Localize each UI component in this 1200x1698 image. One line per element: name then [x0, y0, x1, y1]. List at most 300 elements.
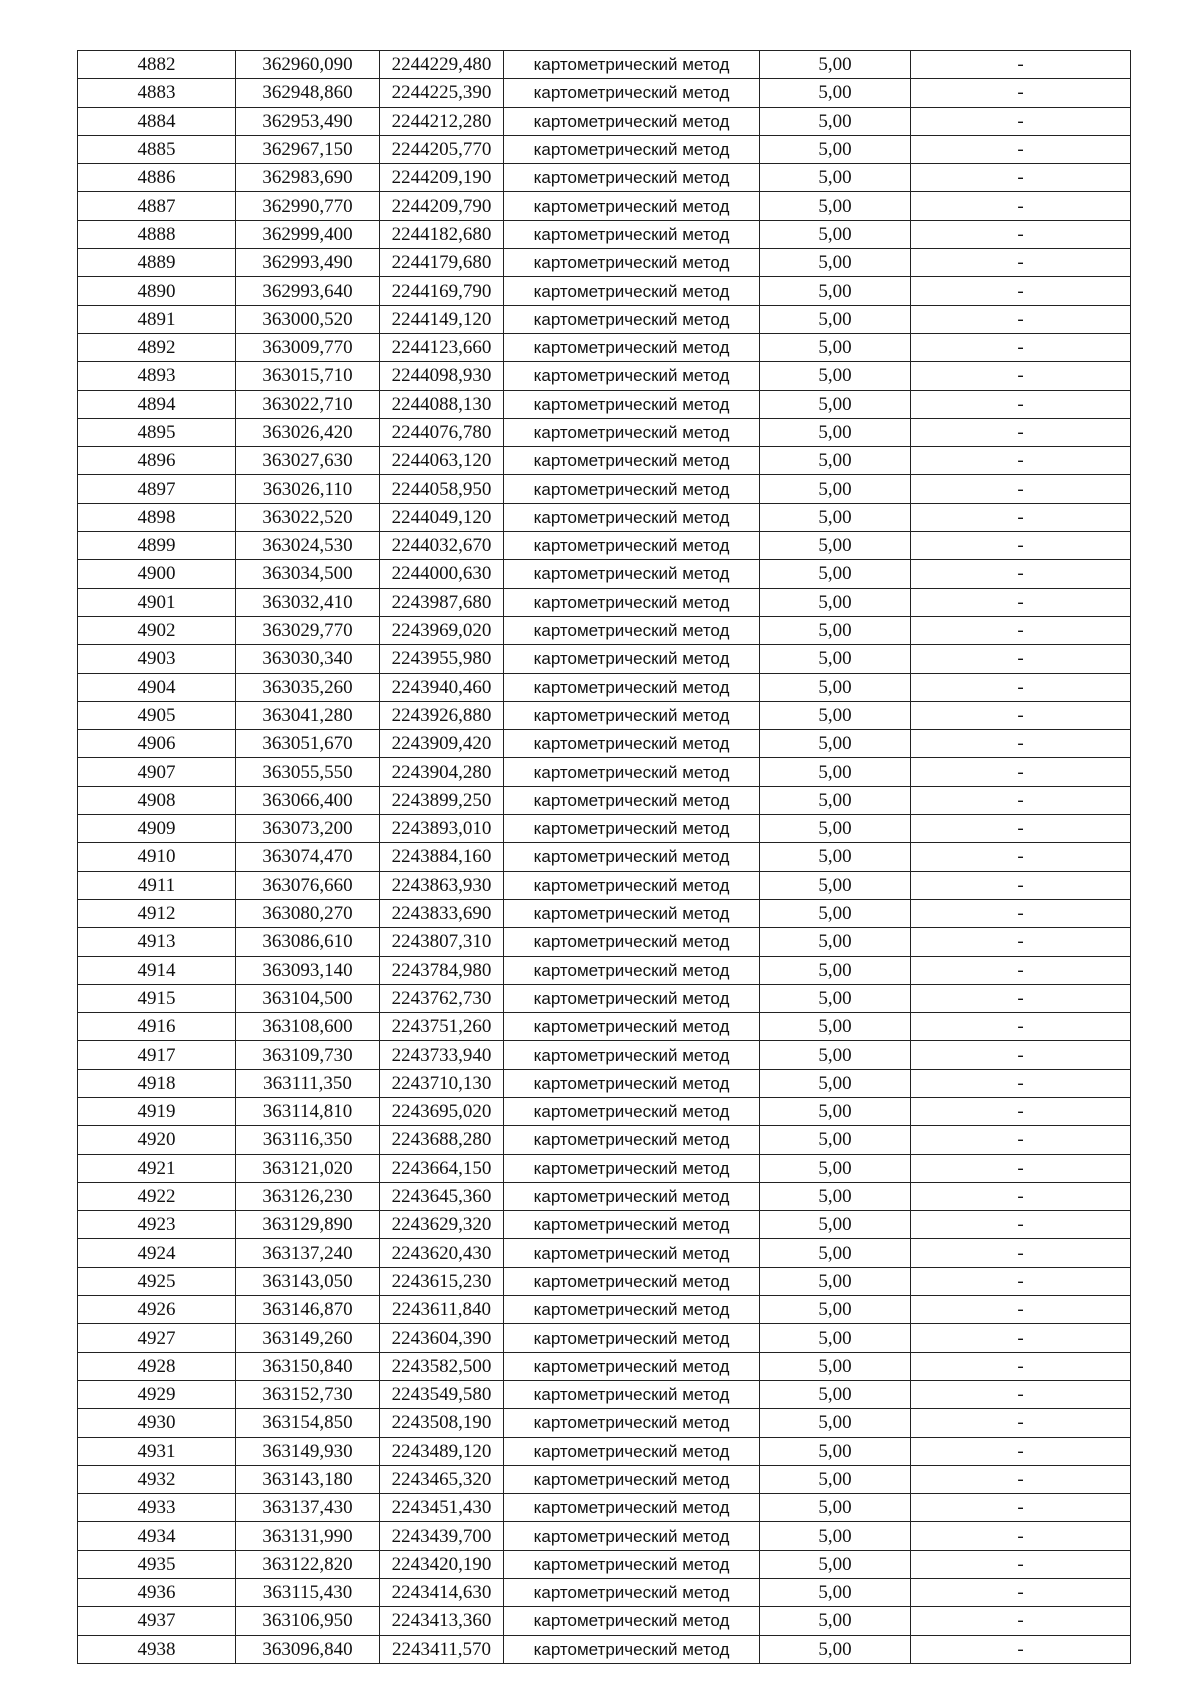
- y-coordinate-cell: 2243695,020: [380, 1097, 504, 1125]
- table-row: [78, 815, 1131, 843]
- note-cell: -: [911, 956, 1131, 984]
- note-cell: -: [911, 1635, 1131, 1663]
- x-coordinate-cell: 362983,690: [236, 164, 380, 192]
- point-number-cell: 4896: [78, 447, 236, 475]
- table-row: [78, 51, 1131, 79]
- method-cell: картометрический метод: [504, 786, 760, 814]
- method-cell: картометрический метод: [504, 333, 760, 361]
- accuracy-cell: 5,00: [760, 1607, 911, 1635]
- table-row: [78, 1380, 1131, 1408]
- method-cell: картометрический метод: [504, 1579, 760, 1607]
- accuracy-cell: 5,00: [760, 1437, 911, 1465]
- method-cell: картометрический метод: [504, 277, 760, 305]
- method-cell: картометрический метод: [504, 1239, 760, 1267]
- note-cell: -: [911, 701, 1131, 729]
- table-row: [78, 1154, 1131, 1182]
- table-row: [78, 1296, 1131, 1324]
- x-coordinate-cell: 363131,990: [236, 1522, 380, 1550]
- table-row: [78, 418, 1131, 446]
- y-coordinate-cell: 2244063,120: [380, 447, 504, 475]
- accuracy-cell: 5,00: [760, 1239, 911, 1267]
- y-coordinate-cell: 2243414,630: [380, 1579, 504, 1607]
- note-cell: -: [911, 899, 1131, 927]
- point-number-cell: 4886: [78, 164, 236, 192]
- note-cell: -: [911, 447, 1131, 475]
- method-cell: картометрический метод: [504, 673, 760, 701]
- table-row: [78, 1126, 1131, 1154]
- note-cell: -: [911, 277, 1131, 305]
- method-cell: картометрический метод: [504, 1013, 760, 1041]
- accuracy-cell: 5,00: [760, 1494, 911, 1522]
- accuracy-cell: 5,00: [760, 928, 911, 956]
- y-coordinate-cell: 2244076,780: [380, 418, 504, 446]
- accuracy-cell: 5,00: [760, 560, 911, 588]
- x-coordinate-cell: 363026,110: [236, 475, 380, 503]
- note-cell: -: [911, 1380, 1131, 1408]
- method-cell: картометрический метод: [504, 532, 760, 560]
- table-row: [78, 107, 1131, 135]
- accuracy-cell: 5,00: [760, 475, 911, 503]
- y-coordinate-cell: 2243987,680: [380, 588, 504, 616]
- method-cell: картометрический метод: [504, 390, 760, 418]
- accuracy-cell: 5,00: [760, 730, 911, 758]
- accuracy-cell: 5,00: [760, 1579, 911, 1607]
- accuracy-cell: 5,00: [760, 871, 911, 899]
- accuracy-cell: 5,00: [760, 758, 911, 786]
- coordinates-table: [77, 50, 1131, 1664]
- y-coordinate-cell: 2243420,190: [380, 1550, 504, 1578]
- method-cell: картометрический метод: [504, 1465, 760, 1493]
- accuracy-cell: 5,00: [760, 1380, 911, 1408]
- x-coordinate-cell: 363137,240: [236, 1239, 380, 1267]
- x-coordinate-cell: 363035,260: [236, 673, 380, 701]
- x-coordinate-cell: 363041,280: [236, 701, 380, 729]
- method-cell: картометрический метод: [504, 758, 760, 786]
- method-cell: картометрический метод: [504, 362, 760, 390]
- note-cell: -: [911, 164, 1131, 192]
- y-coordinate-cell: 2243863,930: [380, 871, 504, 899]
- point-number-cell: 4883: [78, 79, 236, 107]
- accuracy-cell: 5,00: [760, 616, 911, 644]
- accuracy-cell: 5,00: [760, 588, 911, 616]
- table-row: [78, 1465, 1131, 1493]
- point-number-cell: 4903: [78, 645, 236, 673]
- point-number-cell: 4906: [78, 730, 236, 758]
- point-number-cell: 4931: [78, 1437, 236, 1465]
- table-row: [78, 786, 1131, 814]
- point-number-cell: 4922: [78, 1182, 236, 1210]
- accuracy-cell: 5,00: [760, 701, 911, 729]
- accuracy-cell: 5,00: [760, 1352, 911, 1380]
- point-number-cell: 4882: [78, 51, 236, 79]
- y-coordinate-cell: 2243451,430: [380, 1494, 504, 1522]
- table-row: [78, 1267, 1131, 1295]
- y-coordinate-cell: 2243899,250: [380, 786, 504, 814]
- x-coordinate-cell: 363149,930: [236, 1437, 380, 1465]
- note-cell: -: [911, 305, 1131, 333]
- note-cell: -: [911, 1069, 1131, 1097]
- point-number-cell: 4888: [78, 220, 236, 248]
- method-cell: картометрический метод: [504, 1437, 760, 1465]
- method-cell: картометрический метод: [504, 645, 760, 673]
- y-coordinate-cell: 2244049,120: [380, 503, 504, 531]
- x-coordinate-cell: 363152,730: [236, 1380, 380, 1408]
- method-cell: картометрический метод: [504, 1550, 760, 1578]
- y-coordinate-cell: 2243604,390: [380, 1324, 504, 1352]
- table-row: [78, 333, 1131, 361]
- method-cell: картометрический метод: [504, 475, 760, 503]
- note-cell: -: [911, 362, 1131, 390]
- note-cell: -: [911, 1013, 1131, 1041]
- y-coordinate-cell: 2243620,430: [380, 1239, 504, 1267]
- point-number-cell: 4919: [78, 1097, 236, 1125]
- x-coordinate-cell: 363143,050: [236, 1267, 380, 1295]
- x-coordinate-cell: 363027,630: [236, 447, 380, 475]
- method-cell: картометрический метод: [504, 1182, 760, 1210]
- point-number-cell: 4914: [78, 956, 236, 984]
- note-cell: -: [911, 1324, 1131, 1352]
- method-cell: картометрический метод: [504, 815, 760, 843]
- accuracy-cell: 5,00: [760, 503, 911, 531]
- x-coordinate-cell: 363080,270: [236, 899, 380, 927]
- accuracy-cell: 5,00: [760, 249, 911, 277]
- note-cell: -: [911, 815, 1131, 843]
- method-cell: картометрический метод: [504, 1324, 760, 1352]
- x-coordinate-cell: 363009,770: [236, 333, 380, 361]
- accuracy-cell: 5,00: [760, 1522, 911, 1550]
- method-cell: картометрический метод: [504, 1296, 760, 1324]
- table-row: [78, 956, 1131, 984]
- note-cell: -: [911, 192, 1131, 220]
- point-number-cell: 4884: [78, 107, 236, 135]
- y-coordinate-cell: 2244229,480: [380, 51, 504, 79]
- x-coordinate-cell: 363034,500: [236, 560, 380, 588]
- x-coordinate-cell: 363104,500: [236, 984, 380, 1012]
- accuracy-cell: 5,00: [760, 1154, 911, 1182]
- accuracy-cell: 5,00: [760, 843, 911, 871]
- y-coordinate-cell: 2243940,460: [380, 673, 504, 701]
- x-coordinate-cell: 363076,660: [236, 871, 380, 899]
- note-cell: -: [911, 1607, 1131, 1635]
- note-cell: -: [911, 1550, 1131, 1578]
- x-coordinate-cell: 363000,520: [236, 305, 380, 333]
- point-number-cell: 4910: [78, 843, 236, 871]
- y-coordinate-cell: 2243413,360: [380, 1607, 504, 1635]
- accuracy-cell: 5,00: [760, 107, 911, 135]
- note-cell: -: [911, 390, 1131, 418]
- accuracy-cell: 5,00: [760, 333, 911, 361]
- y-coordinate-cell: 2243582,500: [380, 1352, 504, 1380]
- method-cell: картометрический метод: [504, 1154, 760, 1182]
- table-row: [78, 532, 1131, 560]
- note-cell: -: [911, 1097, 1131, 1125]
- x-coordinate-cell: 362948,860: [236, 79, 380, 107]
- method-cell: картометрический метод: [504, 1069, 760, 1097]
- method-cell: картометрический метод: [504, 79, 760, 107]
- note-cell: -: [911, 730, 1131, 758]
- note-cell: -: [911, 673, 1131, 701]
- accuracy-cell: 5,00: [760, 1069, 911, 1097]
- x-coordinate-cell: 363024,530: [236, 532, 380, 560]
- table-row: [78, 588, 1131, 616]
- x-coordinate-cell: 362999,400: [236, 220, 380, 248]
- note-cell: -: [911, 1465, 1131, 1493]
- x-coordinate-cell: 362993,490: [236, 249, 380, 277]
- table-row: [78, 1494, 1131, 1522]
- note-cell: -: [911, 475, 1131, 503]
- method-cell: картометрический метод: [504, 503, 760, 531]
- note-cell: -: [911, 1579, 1131, 1607]
- point-number-cell: 4913: [78, 928, 236, 956]
- note-cell: -: [911, 1522, 1131, 1550]
- x-coordinate-cell: 363111,350: [236, 1069, 380, 1097]
- table-row: [78, 1324, 1131, 1352]
- note-cell: -: [911, 333, 1131, 361]
- x-coordinate-cell: 363073,200: [236, 815, 380, 843]
- table-row: [78, 1522, 1131, 1550]
- note-cell: -: [911, 418, 1131, 446]
- table-row: [78, 503, 1131, 531]
- accuracy-cell: 5,00: [760, 418, 911, 446]
- y-coordinate-cell: 2243411,570: [380, 1635, 504, 1663]
- y-coordinate-cell: 2243909,420: [380, 730, 504, 758]
- accuracy-cell: 5,00: [760, 1097, 911, 1125]
- x-coordinate-cell: 362990,770: [236, 192, 380, 220]
- y-coordinate-cell: 2243904,280: [380, 758, 504, 786]
- method-cell: картометрический метод: [504, 51, 760, 79]
- point-number-cell: 4904: [78, 673, 236, 701]
- method-cell: картометрический метод: [504, 1522, 760, 1550]
- x-coordinate-cell: 363096,840: [236, 1635, 380, 1663]
- note-cell: -: [911, 1352, 1131, 1380]
- table-row: [78, 390, 1131, 418]
- note-cell: -: [911, 758, 1131, 786]
- y-coordinate-cell: 2244209,790: [380, 192, 504, 220]
- method-cell: картометрический метод: [504, 560, 760, 588]
- accuracy-cell: 5,00: [760, 532, 911, 560]
- note-cell: -: [911, 1239, 1131, 1267]
- method-cell: картометрический метод: [504, 899, 760, 927]
- x-coordinate-cell: 363109,730: [236, 1041, 380, 1069]
- note-cell: -: [911, 645, 1131, 673]
- note-cell: -: [911, 843, 1131, 871]
- y-coordinate-cell: 2243615,230: [380, 1267, 504, 1295]
- method-cell: картометрический метод: [504, 249, 760, 277]
- y-coordinate-cell: 2244182,680: [380, 220, 504, 248]
- table-row: [78, 645, 1131, 673]
- note-cell: -: [911, 1211, 1131, 1239]
- note-cell: -: [911, 1154, 1131, 1182]
- note-cell: -: [911, 51, 1131, 79]
- table-row: [78, 1239, 1131, 1267]
- note-cell: -: [911, 616, 1131, 644]
- y-coordinate-cell: 2243549,580: [380, 1380, 504, 1408]
- y-coordinate-cell: 2243664,150: [380, 1154, 504, 1182]
- table-row: [78, 758, 1131, 786]
- coordinates-table-body: [78, 51, 1131, 1664]
- point-number-cell: 4909: [78, 815, 236, 843]
- note-cell: -: [911, 1182, 1131, 1210]
- accuracy-cell: 5,00: [760, 673, 911, 701]
- note-cell: -: [911, 984, 1131, 1012]
- y-coordinate-cell: 2243784,980: [380, 956, 504, 984]
- method-cell: картометрический метод: [504, 305, 760, 333]
- table-row: [78, 1069, 1131, 1097]
- accuracy-cell: 5,00: [760, 220, 911, 248]
- table-row: [78, 730, 1131, 758]
- table-row: [78, 220, 1131, 248]
- accuracy-cell: 5,00: [760, 1182, 911, 1210]
- note-cell: -: [911, 1041, 1131, 1069]
- method-cell: картометрический метод: [504, 1352, 760, 1380]
- y-coordinate-cell: 2244205,770: [380, 135, 504, 163]
- method-cell: картометрический метод: [504, 984, 760, 1012]
- point-number-cell: 4911: [78, 871, 236, 899]
- point-number-cell: 4897: [78, 475, 236, 503]
- x-coordinate-cell: 363022,520: [236, 503, 380, 531]
- y-coordinate-cell: 2243645,360: [380, 1182, 504, 1210]
- accuracy-cell: 5,00: [760, 1409, 911, 1437]
- method-cell: картометрический метод: [504, 588, 760, 616]
- x-coordinate-cell: 363051,670: [236, 730, 380, 758]
- x-coordinate-cell: 363032,410: [236, 588, 380, 616]
- accuracy-cell: 5,00: [760, 899, 911, 927]
- method-cell: картометрический метод: [504, 164, 760, 192]
- y-coordinate-cell: 2243762,730: [380, 984, 504, 1012]
- point-number-cell: 4927: [78, 1324, 236, 1352]
- accuracy-cell: 5,00: [760, 1324, 911, 1352]
- y-coordinate-cell: 2243733,940: [380, 1041, 504, 1069]
- method-cell: картометрический метод: [504, 871, 760, 899]
- table-row: [78, 362, 1131, 390]
- accuracy-cell: 5,00: [760, 645, 911, 673]
- table-row: [78, 1013, 1131, 1041]
- y-coordinate-cell: 2244225,390: [380, 79, 504, 107]
- x-coordinate-cell: 362967,150: [236, 135, 380, 163]
- method-cell: картометрический метод: [504, 1380, 760, 1408]
- accuracy-cell: 5,00: [760, 786, 911, 814]
- y-coordinate-cell: 2244123,660: [380, 333, 504, 361]
- table-row: [78, 673, 1131, 701]
- method-cell: картометрический метод: [504, 135, 760, 163]
- x-coordinate-cell: 363129,890: [236, 1211, 380, 1239]
- accuracy-cell: 5,00: [760, 956, 911, 984]
- accuracy-cell: 5,00: [760, 1041, 911, 1069]
- x-coordinate-cell: 363106,950: [236, 1607, 380, 1635]
- accuracy-cell: 5,00: [760, 1550, 911, 1578]
- note-cell: -: [911, 107, 1131, 135]
- point-number-cell: 4932: [78, 1465, 236, 1493]
- point-number-cell: 4902: [78, 616, 236, 644]
- table-row: [78, 305, 1131, 333]
- method-cell: картометрический метод: [504, 1607, 760, 1635]
- accuracy-cell: 5,00: [760, 277, 911, 305]
- note-cell: -: [911, 79, 1131, 107]
- accuracy-cell: 5,00: [760, 362, 911, 390]
- point-number-cell: 4895: [78, 418, 236, 446]
- point-number-cell: 4925: [78, 1267, 236, 1295]
- method-cell: картометрический метод: [504, 928, 760, 956]
- method-cell: картометрический метод: [504, 616, 760, 644]
- y-coordinate-cell: 2244000,630: [380, 560, 504, 588]
- point-number-cell: 4892: [78, 333, 236, 361]
- x-coordinate-cell: 363086,610: [236, 928, 380, 956]
- method-cell: картометрический метод: [504, 1267, 760, 1295]
- point-number-cell: 4890: [78, 277, 236, 305]
- note-cell: -: [911, 1494, 1131, 1522]
- y-coordinate-cell: 2244209,190: [380, 164, 504, 192]
- y-coordinate-cell: 2243688,280: [380, 1126, 504, 1154]
- point-number-cell: 4889: [78, 249, 236, 277]
- y-coordinate-cell: 2243955,980: [380, 645, 504, 673]
- point-number-cell: 4908: [78, 786, 236, 814]
- table-row: [78, 475, 1131, 503]
- x-coordinate-cell: 363154,850: [236, 1409, 380, 1437]
- table-row: [78, 899, 1131, 927]
- table-row: [78, 984, 1131, 1012]
- point-number-cell: 4933: [78, 1494, 236, 1522]
- point-number-cell: 4918: [78, 1069, 236, 1097]
- x-coordinate-cell: 363026,420: [236, 418, 380, 446]
- note-cell: -: [911, 1437, 1131, 1465]
- accuracy-cell: 5,00: [760, 447, 911, 475]
- y-coordinate-cell: 2243833,690: [380, 899, 504, 927]
- x-coordinate-cell: 363146,870: [236, 1296, 380, 1324]
- x-coordinate-cell: 363114,810: [236, 1097, 380, 1125]
- method-cell: картометрический метод: [504, 1211, 760, 1239]
- point-number-cell: 4923: [78, 1211, 236, 1239]
- x-coordinate-cell: 363022,710: [236, 390, 380, 418]
- accuracy-cell: 5,00: [760, 1013, 911, 1041]
- note-cell: -: [911, 220, 1131, 248]
- point-number-cell: 4898: [78, 503, 236, 531]
- note-cell: -: [911, 1126, 1131, 1154]
- method-cell: картометрический метод: [504, 1126, 760, 1154]
- x-coordinate-cell: 363143,180: [236, 1465, 380, 1493]
- y-coordinate-cell: 2244179,680: [380, 249, 504, 277]
- accuracy-cell: 5,00: [760, 164, 911, 192]
- y-coordinate-cell: 2243807,310: [380, 928, 504, 956]
- y-coordinate-cell: 2244098,930: [380, 362, 504, 390]
- x-coordinate-cell: 363137,430: [236, 1494, 380, 1522]
- note-cell: -: [911, 928, 1131, 956]
- method-cell: картометрический метод: [504, 843, 760, 871]
- y-coordinate-cell: 2244058,950: [380, 475, 504, 503]
- method-cell: картометрический метод: [504, 701, 760, 729]
- x-coordinate-cell: 363108,600: [236, 1013, 380, 1041]
- table-row: [78, 1437, 1131, 1465]
- method-cell: картометрический метод: [504, 1097, 760, 1125]
- method-cell: картометрический метод: [504, 418, 760, 446]
- y-coordinate-cell: 2244088,130: [380, 390, 504, 418]
- note-cell: -: [911, 588, 1131, 616]
- point-number-cell: 4894: [78, 390, 236, 418]
- y-coordinate-cell: 2243969,020: [380, 616, 504, 644]
- point-number-cell: 4917: [78, 1041, 236, 1069]
- y-coordinate-cell: 2243893,010: [380, 815, 504, 843]
- x-coordinate-cell: 363030,340: [236, 645, 380, 673]
- point-number-cell: 4938: [78, 1635, 236, 1663]
- point-number-cell: 4926: [78, 1296, 236, 1324]
- table-row: [78, 843, 1131, 871]
- y-coordinate-cell: 2243751,260: [380, 1013, 504, 1041]
- accuracy-cell: 5,00: [760, 1267, 911, 1295]
- y-coordinate-cell: 2243629,320: [380, 1211, 504, 1239]
- note-cell: -: [911, 786, 1131, 814]
- accuracy-cell: 5,00: [760, 1296, 911, 1324]
- x-coordinate-cell: 363149,260: [236, 1324, 380, 1352]
- x-coordinate-cell: 363029,770: [236, 616, 380, 644]
